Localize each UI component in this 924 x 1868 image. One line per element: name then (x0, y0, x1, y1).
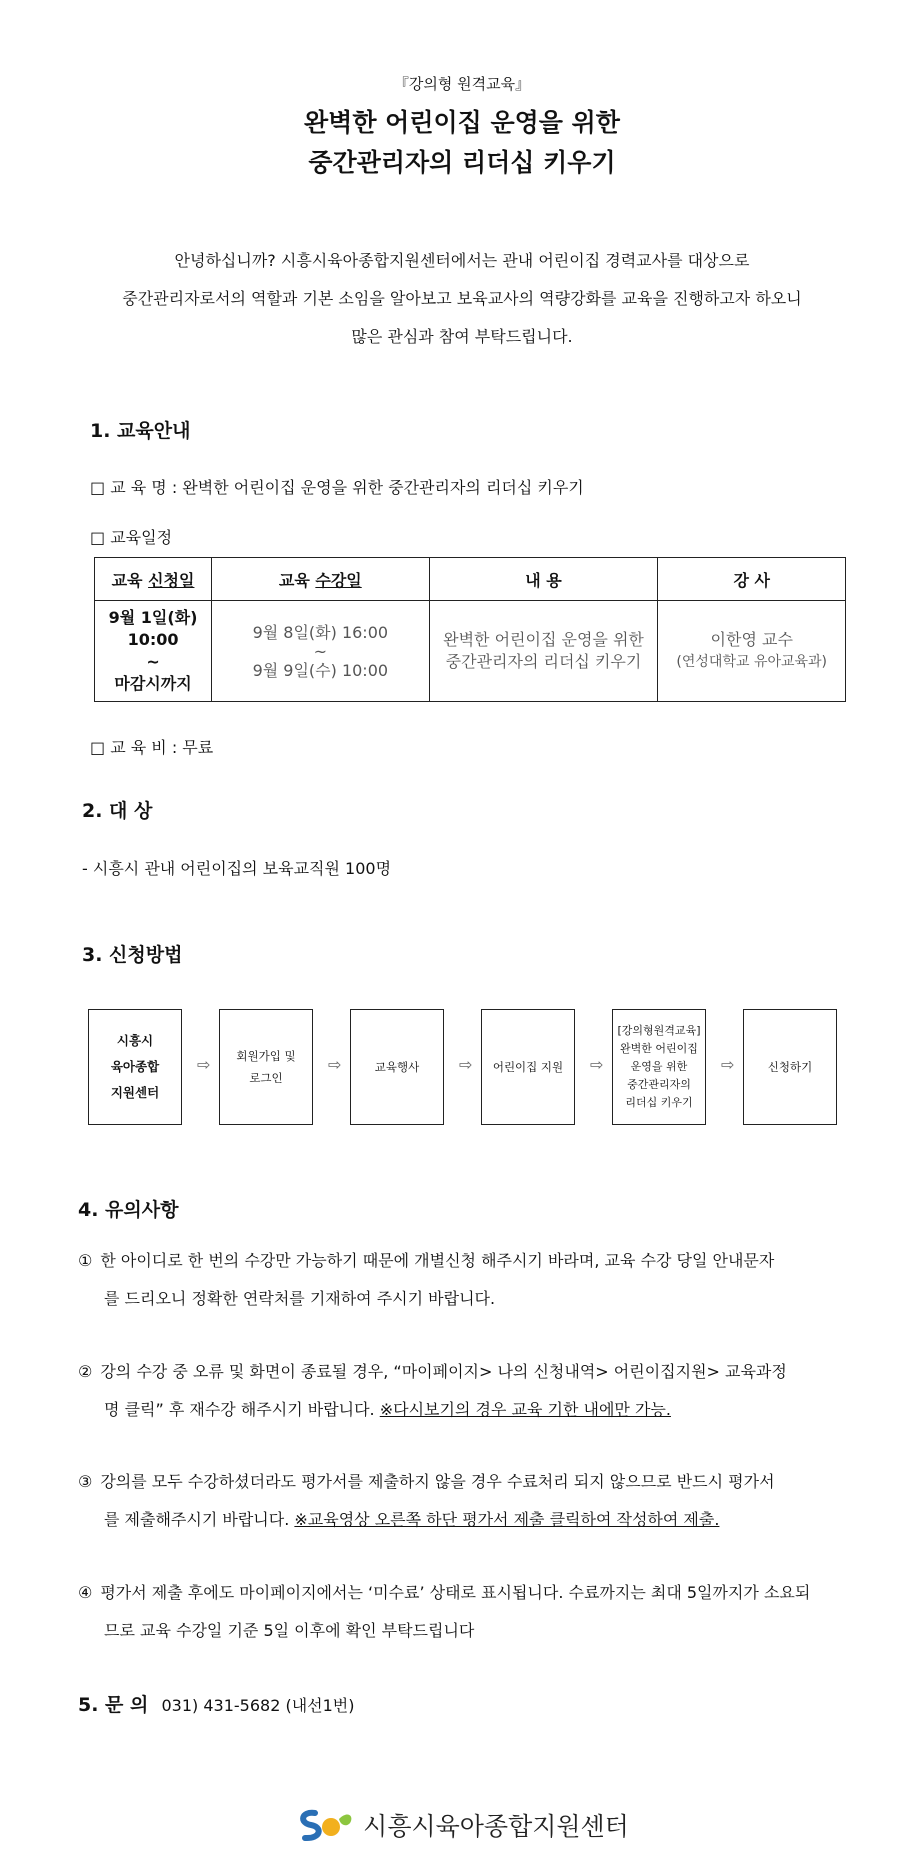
section3-heading: 3. 신청방법 (82, 944, 183, 966)
section5-heading: 5. 문 의 (78, 1694, 149, 1716)
course-name: □ 교 육 명 : 완벽한 어린이집 운영을 위한 중간관리자의 리더십 키우기 (90, 478, 584, 497)
intro-line-2: 중간관리자로서의 역할과 기본 소임을 알아보고 보육교사의 역량강화를 교육을 진행하고자 하오니 (122, 289, 802, 308)
contact-line (78, 1690, 355, 1717)
title-line-2: 중간관리자의 리더십 키우기 (308, 148, 616, 177)
note-1: ① 한 아이디로 한 번의 수강만 가능하기 때문에 개별신청 해주시기 바라며, 교육 수강 당일 안내문자 를 드리오니 정확한 연락처를 기재하여 주시기 바랍니다. (78, 1251, 775, 1308)
flow-step-center: 시흥시 육아종합 지원센터 (88, 1009, 182, 1125)
flow-step-signup-login: 회원가입 및 로그인 (219, 1009, 313, 1125)
flow-step-course: [강의형원격교육] 완벽한 어린이집 운영을 위한 중간관리자의 리더십 키우기 (612, 1009, 706, 1125)
flow-arrow-icon: ⇨ (328, 1055, 342, 1074)
flow-arrow-icon: ⇨ (197, 1055, 211, 1074)
schedule-label: □ 교육일정 (90, 528, 173, 547)
flow-step-apply: 신청하기 (743, 1009, 837, 1125)
target-text: - 시흥시 관내 어린이집의 보육교직원 100명 (82, 859, 392, 878)
flow-arrow-icon: ⇨ (459, 1055, 473, 1074)
cell-apply-date: 9월 1일(화) 10:00 ~ 마감시까지 (95, 601, 212, 702)
note-2: ② 강의 수강 중 오류 및 화면이 종료될 경우, “마이페이지> 나의 신청내역> 어린이집지원> 교육과정 명 클릭” 후 재수강 해주시기 바랍니다. ※다시보기의 경우 교육 기한 내에만 가능. (78, 1362, 787, 1419)
series-label: 『강의형 원격교육』 (393, 75, 531, 93)
cell-attend-date: 9월 8일(화) 16:00 ~ 9월 9일(수) 10:00 (212, 601, 430, 702)
header-attend-date: 교육 수강일 (212, 558, 430, 601)
flow-arrow-icon: ⇨ (590, 1055, 604, 1074)
footer-logo (0, 1805, 924, 1845)
flow-step-daycare-support: 어린이집 지원 (481, 1009, 575, 1125)
table-row (95, 601, 846, 702)
intro-line-1: 안녕하십니까? 시흥시육아종합지원센터에서는 관내 어린이집 경력교사를 대상으로 (174, 251, 750, 270)
section4-heading: 4. 유의사항 (78, 1199, 179, 1221)
intro-line-3: 많은 관심과 참여 부탁드립니다. (351, 327, 573, 346)
center-logo-icon (295, 1805, 355, 1845)
section2-heading: 2. 대 상 (82, 800, 153, 822)
section1-heading: 1. 교육안내 (90, 420, 191, 442)
note-4: ④ 평가서 제출 후에도 마이페이지에서는 ‘미수료’ 상태로 표시됩니다. 수료까지는 최대 5일까지가 소요되 므로 교육 수강일 기준 5일 이후에 확인 부탁드립니다 (78, 1583, 811, 1640)
schedule-table (94, 557, 846, 702)
note-3: ③ 강의를 모두 수강하셨더라도 평가서를 제출하지 않을 경우 수료처리 되지 않으므로 반드시 평가서 를 제출해주시기 바랍니다. ※교육영상 오른쪽 하단 평가서 제출 클릭하여 작성하여 제출. (78, 1472, 775, 1529)
header-instructor: 강 사 (658, 558, 846, 601)
title-line-1: 완벽한 어린이집 운영을 위한 (304, 108, 620, 137)
org-name: 시흥시육아종합지원센터 (363, 1812, 629, 1841)
fee-line: □ 교 육 비 : 무료 (90, 738, 214, 757)
cell-instructor: 이한영 교수 (연성대학교 유아교육과) (658, 601, 846, 702)
header-content: 내 용 (429, 558, 658, 601)
cell-content: 완벽한 어린이집 운영을 위한 중간관리자의 리더십 키우기 (429, 601, 658, 702)
flow-step-events: 교육행사 (350, 1009, 444, 1125)
header-apply-date: 교육 신청일 (95, 558, 212, 601)
contact-phone: 031) 431-5682 (내선1번) (161, 1696, 355, 1715)
table-header-row (95, 558, 846, 601)
flow-arrow-icon: ⇨ (721, 1055, 735, 1074)
